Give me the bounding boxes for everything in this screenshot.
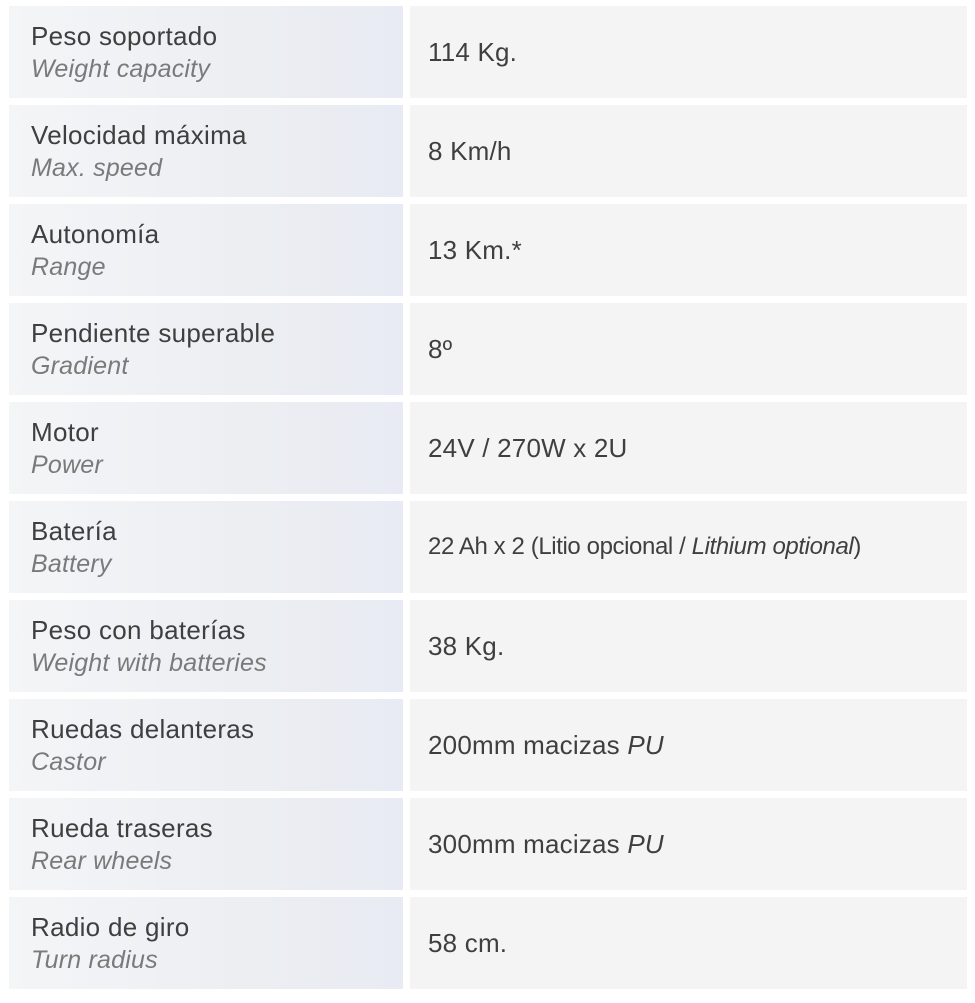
spec-label-english: Castor [31,748,106,776]
spec-value: 300mm macizas PU [428,828,664,859]
spec-label-cell [9,600,403,692]
spec-value: 8º [428,333,453,364]
spec-label-spanish: Rueda traseras [31,813,213,843]
spec-value-cell [410,501,967,593]
spec-value-cell [410,204,967,296]
spec-label-english: Battery [31,550,112,578]
spec-value-cell [410,600,967,692]
spec-label-cell [9,303,403,395]
spec-label-cell [9,699,403,791]
spec-label-cell [9,6,403,98]
spec-label-cell [9,501,403,593]
spec-label-cell [9,204,403,296]
spec-label-english: Max. speed [31,154,163,182]
spec-label-spanish: Batería [31,516,117,546]
spec-label-spanish: Autonomía [31,219,160,249]
specifications-table [9,6,967,989]
spec-value-cell [410,798,967,890]
spec-label-english: Turn radius [31,946,158,974]
spec-value: 24V / 270W x 2U [428,432,628,463]
spec-value-cell [410,303,967,395]
spec-label-english: Gradient [31,352,129,380]
spec-label-spanish: Pendiente superable [31,318,276,348]
spec-label-spanish: Ruedas delanteras [31,714,255,744]
spec-value: 58 cm. [428,927,508,958]
spec-label-spanish: Radio de giro [31,912,190,942]
spec-value: 200mm macizas PU [428,729,664,760]
spec-label-english: Range [31,253,106,281]
spec-label-spanish: Peso soportado [31,21,218,51]
spec-label-cell [9,105,403,197]
spec-value: 13 Km.* [428,234,522,265]
spec-value: 114 Kg. [428,36,518,67]
spec-value: 22 Ah x 2 (Litio opcional / Lithium optional) [428,533,861,560]
spec-value-cell [410,402,967,494]
spec-value-cell [410,897,967,989]
spec-value-cell [410,699,967,791]
spec-value: 8 Km/h [428,135,512,166]
spec-label-cell [9,897,403,989]
spec-label-english: Weight with batteries [31,649,267,677]
spec-value-cell [410,105,967,197]
spec-label-cell [9,798,403,890]
spec-label-spanish: Velocidad máxima [31,120,247,150]
spec-label-english: Weight capacity [31,55,211,83]
spec-label-cell [9,402,403,494]
spec-value: 38 Kg. [428,630,505,661]
spec-label-english: Power [31,451,103,479]
spec-label-spanish: Peso con baterías [31,615,246,645]
spec-label-english: Rear wheels [31,847,173,875]
spec-value-cell [410,6,967,98]
spec-label-spanish: Motor [31,417,99,447]
